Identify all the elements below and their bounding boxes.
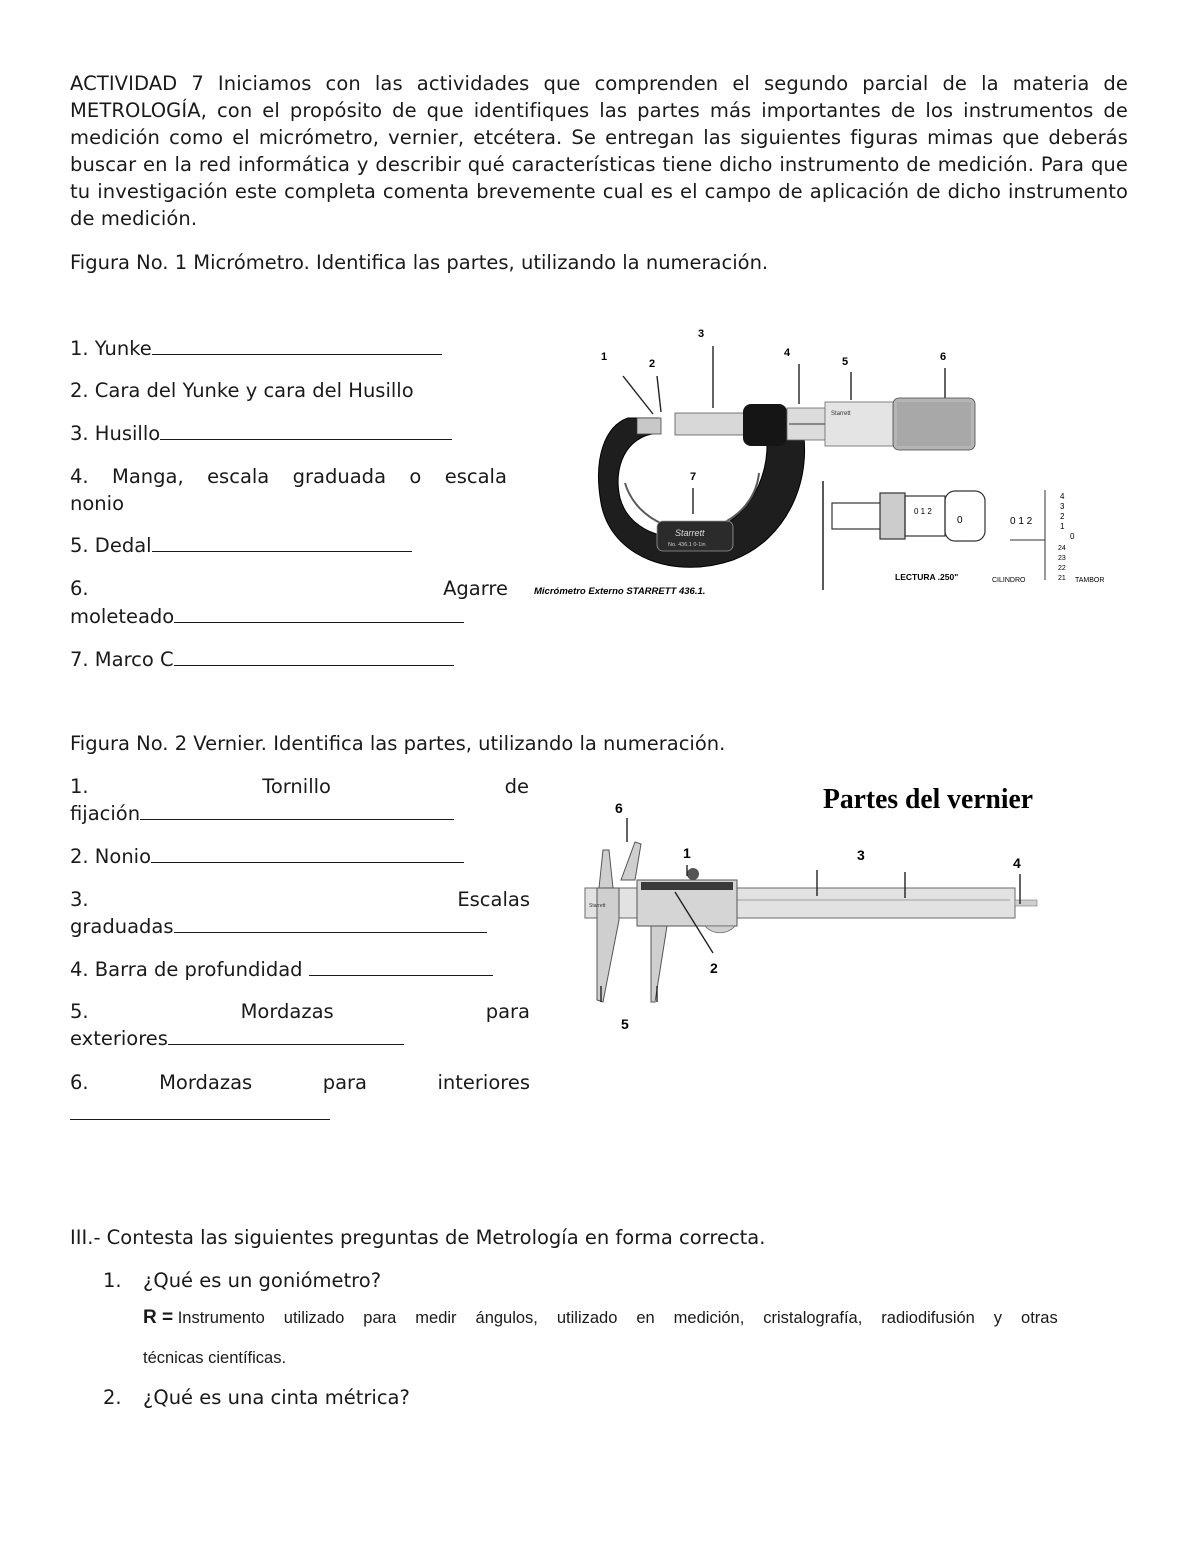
- list-item: [70, 956, 493, 983]
- answer-blank[interactable]: [309, 957, 493, 976]
- figure1-caption: Figura No. 1 Micrómetro. Identifica las partes, utilizando la numeración.: [70, 251, 769, 274]
- word: para: [322, 1071, 367, 1094]
- answer-1: [143, 1298, 1128, 1338]
- word: 3.: [70, 888, 89, 911]
- word: 6.: [70, 1071, 89, 1094]
- diagram-nut: [880, 493, 905, 539]
- item-text: 3. Husillo: [70, 422, 161, 445]
- callout-4: 4: [1013, 855, 1021, 871]
- item-text: 2. Nonio: [70, 845, 152, 868]
- scale-top-4: 4: [1060, 492, 1065, 501]
- leader-line: [623, 376, 653, 414]
- callout-6: 6: [940, 351, 947, 363]
- diagram-zero: 0: [957, 515, 963, 526]
- answer-blank[interactable]: [152, 336, 442, 355]
- item-text: exteriores: [70, 1027, 168, 1050]
- callout-7: 7: [690, 471, 697, 483]
- list-item-continuation: [70, 603, 464, 630]
- scale-bottom-23: 23: [1058, 555, 1066, 562]
- scale-digits: 0 1 2: [1010, 516, 1033, 527]
- answer-text-line1: Instrumento utilizado para medir ángulos, utilizado en medición, cristalografía, radiodifusión y otras: [177, 1309, 1058, 1327]
- list-item: [70, 646, 454, 673]
- thimble-label: TAMBOR: [1075, 577, 1105, 584]
- scale-bottom-22: 22: [1058, 565, 1066, 572]
- word: o: [409, 465, 422, 488]
- depth-rod: [1015, 900, 1037, 906]
- question-2: ¿Qué es una cinta métrica?: [143, 1386, 410, 1409]
- answer-blank[interactable]: [174, 914, 487, 933]
- leader-line: [657, 376, 661, 412]
- question-1: ¿Qué es un goniómetro?: [143, 1269, 382, 1292]
- list-item: [70, 998, 530, 1025]
- scale-bottom-24: 24: [1058, 545, 1066, 552]
- item-text: 4. Barra de profundidad: [70, 958, 309, 981]
- question-2-number: 2.: [103, 1386, 122, 1409]
- item-text: 5. Dedal: [70, 534, 152, 557]
- word: Mordazas: [240, 1000, 334, 1023]
- frame-brand: Starrett: [675, 528, 705, 538]
- callout-1: 1: [683, 845, 691, 861]
- item-text: graduadas: [70, 915, 174, 938]
- list-item-continuation: [70, 913, 487, 940]
- photo-caption: Micrómetro Externo STARRETT 436.1.: [534, 586, 706, 597]
- scale-top-2: 2: [1060, 512, 1065, 521]
- answer-blank[interactable]: [174, 647, 454, 666]
- word: escala: [444, 465, 507, 488]
- frame-model: No. 436.1 0-1in: [668, 542, 706, 548]
- callout-5: 5: [621, 1016, 629, 1032]
- vernier-title: Partes del vernier: [823, 783, 1034, 815]
- list-item: [70, 886, 530, 913]
- word: Agarre: [443, 577, 508, 600]
- vernier-figure: [555, 770, 1055, 1050]
- thumb-wheel: [705, 926, 735, 933]
- answer-label: R =: [143, 1307, 174, 1328]
- list-item: [70, 575, 508, 602]
- word: 4.: [70, 465, 89, 488]
- list-item: 2. Cara del Yunke y cara del Husillo: [70, 379, 414, 402]
- scale-top-3: 3: [1060, 502, 1065, 511]
- list-item: [70, 420, 452, 447]
- lock-nut: [743, 404, 787, 446]
- word: escala: [207, 465, 270, 488]
- item-text: 1. Yunke: [70, 337, 152, 360]
- callout-6: 6: [615, 800, 623, 816]
- list-item: [70, 1069, 530, 1096]
- diagram-digits: 0 1 2: [914, 507, 932, 516]
- spindle: [675, 413, 745, 435]
- item-text: 7. Marco C: [70, 648, 174, 671]
- reading-label: LECTURA .250": [895, 572, 959, 582]
- list-item: [70, 335, 442, 362]
- diagram-sleeve: [905, 496, 945, 536]
- list-item: [70, 463, 507, 490]
- list-item-continuation: [70, 1025, 404, 1052]
- locking-screw: [687, 868, 699, 880]
- item-text: moleteado: [70, 605, 175, 628]
- answer-text-line2: técnicas científicas.: [143, 1349, 287, 1367]
- word: 1.: [70, 775, 89, 798]
- word: Tornillo: [262, 775, 331, 798]
- word: interiores: [437, 1071, 530, 1094]
- answer-blank[interactable]: [160, 421, 452, 440]
- fixed-inside-jaw: [599, 850, 613, 888]
- knurl-texture: [897, 402, 971, 446]
- list-item: [70, 532, 412, 559]
- list-item: [70, 773, 529, 800]
- intro-paragraph: ACTIVIDAD 7 Iniciamos con las actividades que comprenden el segundo parcial de la materia de METROLOGÍA, con el propósito de que identifiques las partes más importantes de los instrumentos de medición como el micrómetro, vernier, etcétera. Se entregan las siguientes figuras mimas que deberás buscar en la red informática y describir qué características tiene dicho instrumento de medición. Para que tu investigación este completa comenta brevemente cual es el campo de aplicación de dicho instrumento de medición.: [70, 72, 1128, 230]
- thimble-brand: Starrett: [831, 411, 851, 417]
- question-1-number: 1.: [103, 1269, 122, 1292]
- callout-2: 2: [649, 358, 656, 370]
- slider-top: [641, 882, 733, 890]
- beam-brand: Starrett: [589, 903, 606, 909]
- diagram-thimble: [945, 491, 985, 541]
- callout-4: 4: [784, 347, 791, 359]
- scale-top-0: 0: [1070, 532, 1075, 541]
- micrometer-figure: [525, 318, 1125, 603]
- list-item-continuation: [70, 800, 454, 827]
- scale-bottom-21: 21: [1058, 575, 1066, 582]
- word: graduada: [292, 465, 387, 488]
- figure2-caption: Figura No. 2 Vernier. Identifica las partes, utilizando la numeración.: [70, 732, 726, 755]
- word: Manga,: [112, 465, 184, 488]
- sliding-inside-jaw: [621, 842, 641, 880]
- scale-top-1: 1: [1060, 522, 1065, 531]
- callout-5: 5: [842, 356, 849, 368]
- sliding-outside-jaw: [651, 926, 667, 1002]
- callout-3: 3: [698, 328, 705, 340]
- word: de: [504, 775, 529, 798]
- thimble: [825, 402, 895, 446]
- answer-blank[interactable]: [140, 801, 454, 820]
- callout-2: 2: [710, 960, 718, 976]
- callout-1: 1: [601, 351, 608, 363]
- cylinder-label: CILINDRO: [992, 577, 1026, 584]
- answer-blank[interactable]: [151, 844, 464, 863]
- callout-3: 3: [857, 847, 865, 863]
- word: 6.: [70, 577, 89, 600]
- answer-blank[interactable]: [174, 604, 464, 623]
- diagram-spindle: [832, 503, 882, 529]
- answer-blank[interactable]: [168, 1026, 404, 1045]
- item-text: fijación: [70, 802, 141, 825]
- answer-blank[interactable]: [70, 1101, 330, 1120]
- list-item: [70, 843, 464, 870]
- answer-blank[interactable]: [152, 533, 412, 552]
- list-item-continuation: nonio: [70, 492, 124, 515]
- word: Escalas: [457, 888, 530, 911]
- section3-heading: III.- Contesta las siguientes preguntas de Metrología en forma correcta.: [70, 1226, 766, 1249]
- word: 5.: [70, 1000, 89, 1023]
- word: Mordazas: [159, 1071, 253, 1094]
- anvil: [637, 418, 661, 434]
- word: para: [485, 1000, 530, 1023]
